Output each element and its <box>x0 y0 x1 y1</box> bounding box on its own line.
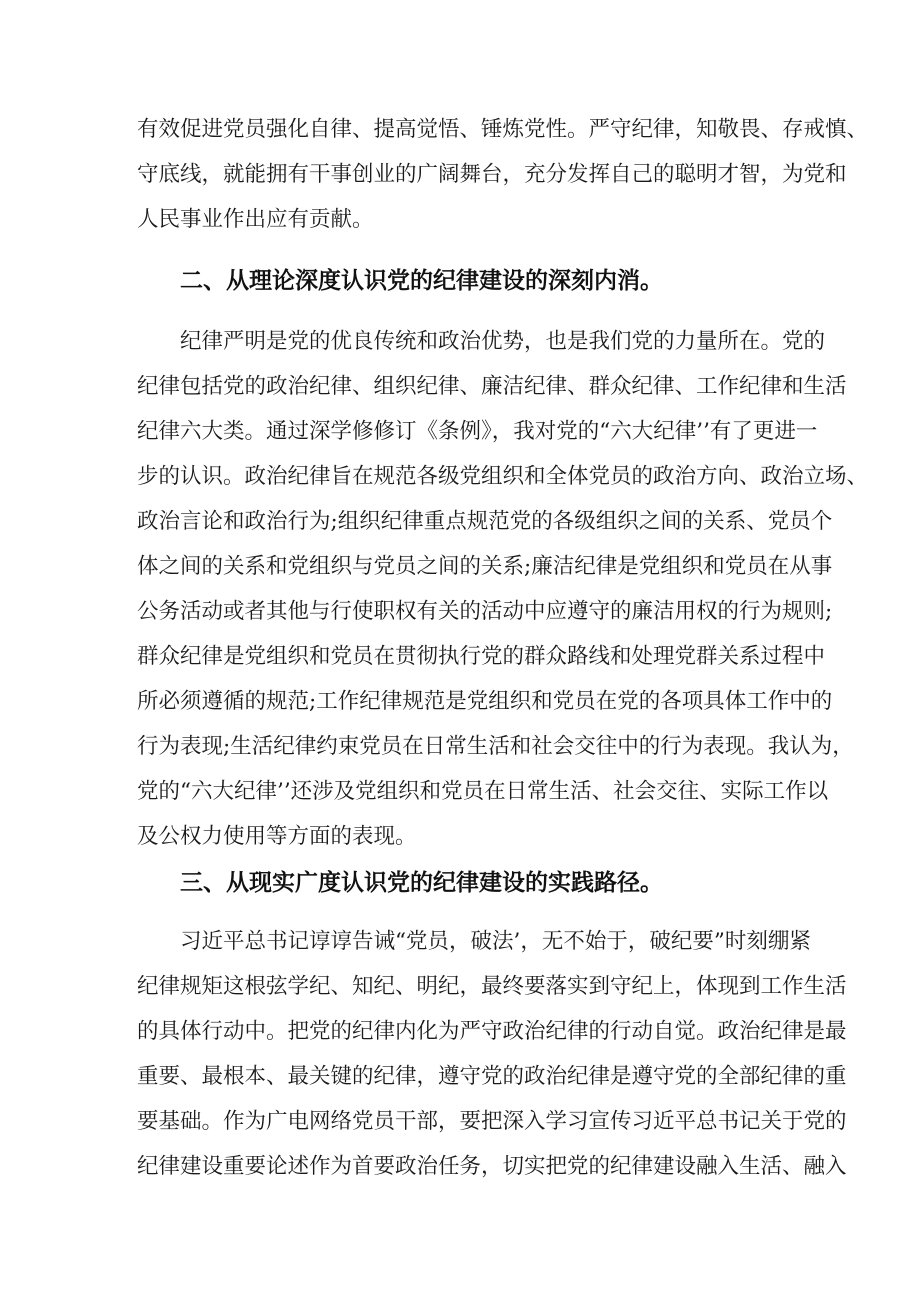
section2-line-11: 党的“六大纪律’’还涉及党组织和党员在日常生活、社会交往、实际工作以 <box>137 779 829 804</box>
section3-line-1: 习近平总书记谆谆告诫“党员，破法’，无不始于，破纪要”时刻绷紧 <box>180 929 811 954</box>
section2-line-1: 纪律严明是党的优良传统和政治优势，也是我们党的力量所在。党的 <box>180 329 826 354</box>
section3-line-6: 纪律建设重要论述作为首要政治任务，切实把党的纪律建设融入生活、融入 <box>137 1154 847 1179</box>
intro-line-3: 人民事业作出应有贡献。 <box>137 207 374 232</box>
section3-line-5: 要基础。作为广电网络党员干部，要把深入学习宣传习近平总书记关于党的 <box>137 1109 847 1134</box>
section2-line-4: 步的认识。政治纪律旨在规范各级党组织和全体党员的政治方向、政治立场、 <box>137 464 869 489</box>
section2-line-12: 及公权力使用等方面的表现。 <box>137 824 417 849</box>
section2-line-6: 体之间的关系和党组织与党员之间的关系;廉洁纪律是党组织和党员在从事 <box>137 554 833 579</box>
section2-line-8: 群众纪律是党组织和党员在贯彻执行党的群众路线和处理党群关系过程中 <box>137 644 826 669</box>
section2-line-7: 公务活动或者其他与行使职权有关的活动中应遵守的廉洁用权的行为规则; <box>137 599 833 624</box>
intro-line-1: 有效促进党员强化自律、提高觉悟、锤炼党性。严守纪律，知敬畏、存戒慎、 <box>137 117 869 142</box>
section2-heading: 二、从理论深度认识党的纪律建设的深刻内消。 <box>180 268 663 294</box>
section3-heading: 三、从现实广度认识党的纪律建设的实践路径。 <box>180 870 663 896</box>
section3-line-2: 纪律规矩这根弦学纪、知纪、明纪，最终要落实到守纪上，体现到工作生活 <box>137 974 847 999</box>
section2-line-9: 所必须遵循的规范;工作纪律规范是党组织和党员在党的各项具体工作中的 <box>137 689 833 714</box>
section2-line-5: 政治言论和政治行为;组织纪律重点规范党的各级组织之间的关系、党员个 <box>137 509 833 534</box>
section2-line-10: 行为表现;生活纪律约束党员在日常生活和社会交往中的行为表现。我认为， <box>137 734 854 759</box>
section2-line-3: 纪律六大类。通过深学修修订《条例》，我对党的“六大纪律’’有了更进一 <box>137 419 818 444</box>
section3-line-4: 重要、最根本、最关键的纪律，遵守党的政治纪律是遵守党的全部纪律的重 <box>137 1064 847 1089</box>
section2-line-2: 纪律包括党的政治纪律、组织纪律、廉洁纪律、群众纪律、工作纪律和生活 <box>137 374 847 399</box>
section3-line-3: 的具体行动中。把党的纪律内化为严守政治纪律的行动自觉。政治纪律是最 <box>137 1019 847 1044</box>
intro-line-2: 守底线，就能拥有干事创业的广阔舞台，充分发挥自己的聪明才智，为党和 <box>137 162 847 187</box>
